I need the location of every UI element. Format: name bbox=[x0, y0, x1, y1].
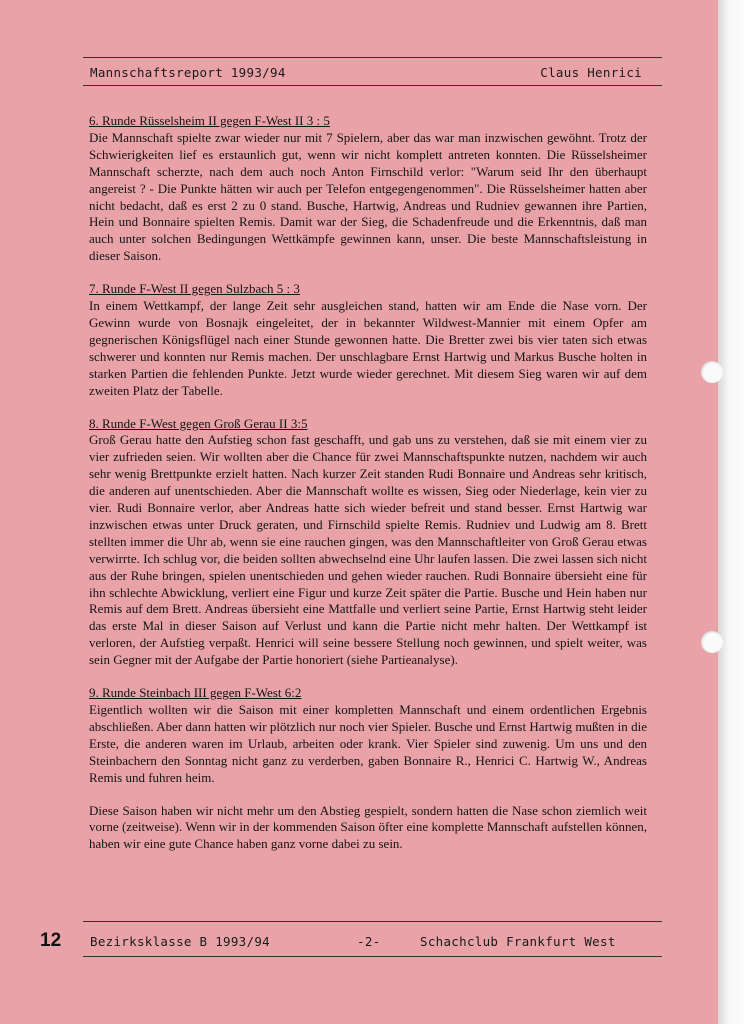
page-number: 12 bbox=[40, 930, 62, 951]
footer-league: Bezirksklasse B 1993/94 bbox=[90, 934, 270, 949]
report-body bbox=[89, 113, 647, 866]
header-rule-top bbox=[83, 57, 662, 58]
header-author: Claus Henrici bbox=[540, 65, 642, 80]
section-heading: 9. Runde Steinbach III gegen F-West 6:2 bbox=[89, 685, 302, 701]
section-text: In einem Wettkampf, der lange Zeit sehr ausgleichen stand, hatten wir am Ende die Nase vorn. Der Gewinn wurde von Bosnajk eingeleitet, der in bekannter Wildwest-Mannier mit einem Opfer am gegnerischen Königsflügel nach einer Stunde gewonnen hatte. Die Bretter zwei bis vier taten sich etwas schwerer und konnten nur Remis machen. Der unschlagbare Ernst Hartwig und Markus Busche holten in starken Partien die fehlenden Punkte. Jetzt wurde wieder gerechnet. Mit diesem Sieg waren wir auf dem zweiten Platz der Tabelle. bbox=[89, 298, 647, 398]
section-heading: 7. Runde F-West II gegen Sulzbach 5 : 3 bbox=[89, 281, 300, 297]
punch-hole bbox=[701, 361, 723, 383]
page-edge bbox=[718, 0, 744, 1024]
closing-paragraph: Diese Saison haben wir nicht mehr um den Abstieg gespielt, sondern hatten die Nase schon ziemlich weit vorne (zeitweise). Wenn wir in der kommenden Saison öfter eine komplette Mannschaft aufstellen können, haben wir eine gute Chance haben ganz vorne dabei zu sein. bbox=[89, 802, 647, 852]
section-round-8 bbox=[89, 416, 647, 670]
footer-rule-top bbox=[83, 921, 662, 922]
punch-hole bbox=[701, 631, 723, 653]
footer-rule-bottom bbox=[83, 956, 662, 957]
header-title: Mannschaftsreport 1993/94 bbox=[90, 65, 286, 80]
section-heading: 8. Runde F-West gegen Groß Gerau II 3:5 bbox=[89, 415, 308, 431]
section-text: Die Mannschaft spielte zwar wieder nur mit 7 Spielern, aber das war man inzwischen gewöhnt. Trotz der Schwierigkeiten lief es erstaunlich gut, wenn wir nicht komplett antreten konnten. Die Rüsselsheimer Mannschaft scherzte, nach dem auch noch Anton Firnschild verlor: "Warum seid Ihr den überhaupt angereist ? - Die Punkte hätten wir auch per Telefon entgegengenommen". Die Rüsselsheimer hatten aber nicht bedacht, daß es erst 2 zu 0 stand. Busche, Hartwig, Andreas und Rudniev gewannen ihre Partien, Hein und Bonnaire spielten Remis. Damit war der Sieg, die Schadenfreude und die Erkenntnis, daß man auch unter solchen Bedingungen Wettkämpfe gewinnen kann, unser. Die beste Mannschaftsleistung in dieser Saison. bbox=[89, 129, 647, 264]
section-text: Groß Gerau hatte den Aufstieg schon fast geschafft, und gab uns zu verstehen, daß sie mit einem vier zu vier zufrieden seien. Wir wollten aber die Chance für zwei Mannschaftspunkte nutzen, nachdem wir auch sehr wenig Brettpunkte erzielt hatten. Nach kurzer Zeit standen Rudi Bonnaire und Andreas sehr kritisch, die anderen auf unentschieden. Aber die Mannschaft wollte es wissen, Sieg oder Niederlage, kein vier zu vier. Rudi Bonnaire verlor, aber Andreas hatte sich wieder befreit und stand besser. Ernst Hartwig war inzwischen etwas unter Druck geraten, und Firnschild spielte Remis. Rudniev und Ludwig am 8. Brett stellten immer die Uhr ab, wenn sie eine rauchen gingen, was den Mannschaftleiter von Groß Gerau etwas verwirrte. Ich schlug vor, die beiden sollten abwechselnd eine Uhr laufen lassen. Die zwei lassen sich nicht aus der Ruhe bringen, spielen unentschieden und gehen wieder rauchen. Rudi Bonnaire übersieht eine für ihn schlechte Abwicklung, verliert eine Figur und kurze Zeit später die Partie. Busche und Hein haben nur Remis auf dem Brett. Andreas übersieht eine Mattfalle und verliert seine Partie, Ernst Hartwig steht leider das erste Mal in dieser Saison auf Verlust und kann die Partie nicht mehr halten. Der Wettkampf ist verloren, der Aufstieg verpaßt. Henrici will seine bessere Stellung noch gewinnen, und spielt weiter, was sein Gegner mit der Aufgabe der Partie honoriert (siehe Partieanalyse). bbox=[89, 432, 647, 668]
footer-club: Schachclub Frankfurt West bbox=[420, 934, 616, 949]
section-heading: 6. Runde Rüsselsheim II gegen F-West II 3 : 5 bbox=[89, 113, 330, 128]
header-rule-bottom bbox=[83, 85, 662, 86]
section-round-6 bbox=[89, 113, 647, 265]
footer-page-marker: -2- bbox=[357, 934, 381, 949]
section-round-7 bbox=[89, 281, 647, 399]
section-round-9 bbox=[89, 685, 647, 786]
section-text: Eigentlich wollten wir die Saison mit einer kompletten Mannschaft und einem ordentlichen Ergebnis abschließen. Aber dann hatten wir plötzlich nur noch vier Spieler. Busche und Ernst Hartwig mußten in die Erste, die anderen waren im Urlaub, arbeiten oder krank. Vier Spieler sind zuwenig. Um uns und den Steinbachern den Sonntag nicht ganz zu verderben, gaben Bonnaire R., Henrici C. Hartwig W., Andreas Remis und fuhren heim. bbox=[89, 702, 647, 785]
